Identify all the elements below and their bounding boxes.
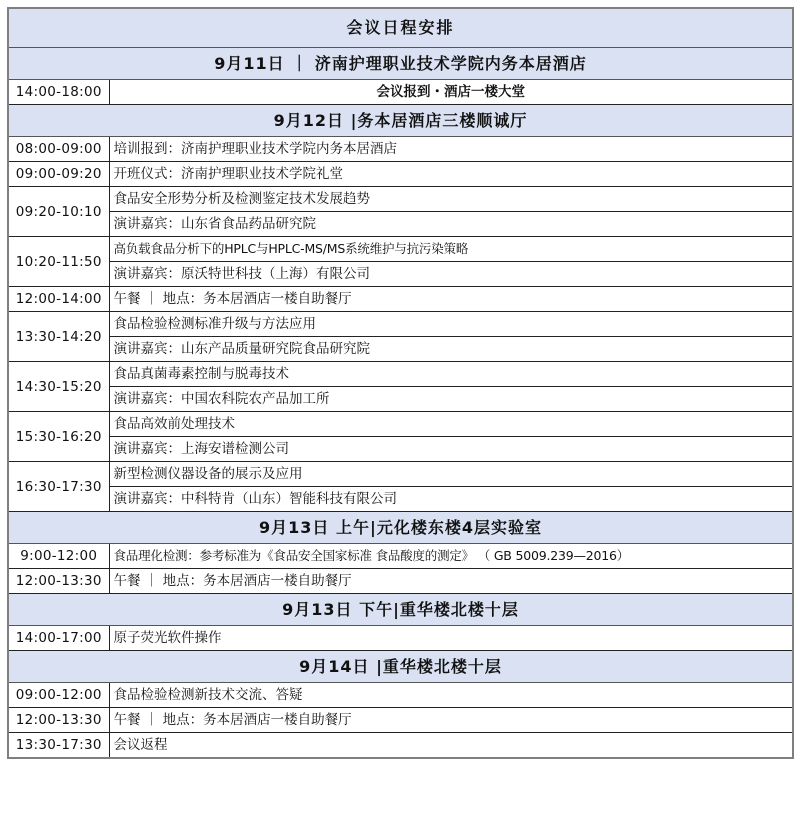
table-row xyxy=(8,337,793,362)
day-heading: 9月11日 ｜ 济南护理职业技术学院内务本居酒店 xyxy=(8,48,793,80)
day-heading: 9月13日 上午|元化楼东楼4层实验室 xyxy=(8,512,793,544)
activity-cell: 午餐 ｜ 地点：务本居酒店一楼自助餐厅 xyxy=(109,569,793,594)
table-row xyxy=(8,362,793,387)
speaker-cell: 演讲嘉宾：中科特肯（山东）智能科技有限公司 xyxy=(109,487,793,512)
time-cell: 09:00-12:00 xyxy=(8,683,109,708)
table-row xyxy=(8,162,793,187)
activity-cell: 午餐 ｜ 地点：务本居酒店一楼自助餐厅 xyxy=(109,708,793,733)
title-row xyxy=(8,8,793,48)
activity-cell: 原子荧光软件操作 xyxy=(109,626,793,651)
table-row xyxy=(8,412,793,437)
table-row xyxy=(8,708,793,733)
day-header-row xyxy=(8,651,793,683)
table-row xyxy=(8,544,793,569)
day-heading: 9月14日 |重华楼北楼十层 xyxy=(8,651,793,683)
time-cell: 9:00-12:00 xyxy=(8,544,109,569)
time-cell: 13:30-14:20 xyxy=(8,312,109,362)
speaker-cell: 演讲嘉宾：山东产品质量研究院食品研究院 xyxy=(109,337,793,362)
time-cell: 08:00-09:00 xyxy=(8,137,109,162)
table-row xyxy=(8,487,793,512)
speaker-cell: 演讲嘉宾：中国农科院农产品加工所 xyxy=(109,387,793,412)
time-cell: 14:00-17:00 xyxy=(8,626,109,651)
speaker-cell: 演讲嘉宾：山东省食品药品研究院 xyxy=(109,212,793,237)
topic-cell: 食品真菌毒素控制与脱毒技术 xyxy=(109,362,793,387)
activity-cell: 培训报到：济南护理职业技术学院内务本居酒店 xyxy=(109,137,793,162)
day-heading: 9月13日 下午|重华楼北楼十层 xyxy=(8,594,793,626)
table-row xyxy=(8,626,793,651)
time-cell: 12:00-14:00 xyxy=(8,287,109,312)
time-cell: 09:00-09:20 xyxy=(8,162,109,187)
day-header-row xyxy=(8,105,793,137)
day-header-row xyxy=(8,48,793,80)
time-cell: 14:00-18:00 xyxy=(8,80,109,105)
table-row xyxy=(8,137,793,162)
time-cell: 10:20-11:50 xyxy=(8,237,109,287)
activity-cell: 食品理化检测：参考标准为《食品安全国家标准 食品酸度的测定》 （ GB 5009.239—2016） xyxy=(109,544,793,569)
time-cell: 15:30-16:20 xyxy=(8,412,109,462)
activity-cell: 午餐 ｜ 地点：务本居酒店一楼自助餐厅 xyxy=(109,287,793,312)
topic-cell: 食品安全形势分析及检测鉴定技术发展趋势 xyxy=(109,187,793,212)
day-header-row xyxy=(8,512,793,544)
table-row xyxy=(8,462,793,487)
topic-cell: 食品高效前处理技术 xyxy=(109,412,793,437)
table-row xyxy=(8,212,793,237)
time-cell: 12:00-13:30 xyxy=(8,569,109,594)
table-row xyxy=(8,262,793,287)
speaker-cell: 演讲嘉宾：原沃特世科技（上海）有限公司 xyxy=(109,262,793,287)
table-row xyxy=(8,80,793,105)
time-cell: 16:30-17:30 xyxy=(8,462,109,512)
table-row xyxy=(8,569,793,594)
table-row xyxy=(8,187,793,212)
activity-cell: 开班仪式：济南护理职业技术学院礼堂 xyxy=(109,162,793,187)
day-heading: 9月12日 |务本居酒店三楼顺诚厅 xyxy=(8,105,793,137)
table-row xyxy=(8,733,793,759)
topic-cell: 新型检测仪器设备的展示及应用 xyxy=(109,462,793,487)
activity-cell: 会议返程 xyxy=(109,733,793,759)
time-cell: 12:00-13:30 xyxy=(8,708,109,733)
table-row xyxy=(8,683,793,708)
topic-cell: 食品检验检测标准升级与方法应用 xyxy=(109,312,793,337)
activity-cell: 会议报到・酒店一楼大堂 xyxy=(109,80,793,105)
time-cell: 14:30-15:20 xyxy=(8,362,109,412)
day-header-row xyxy=(8,594,793,626)
time-cell: 13:30-17:30 xyxy=(8,733,109,759)
page-title: 会议日程安排 xyxy=(8,8,793,48)
time-cell: 09:20-10:10 xyxy=(8,187,109,237)
topic-cell: 高负载食品分析下的HPLC与HPLC-MS/MS系统维护与抗污染策略 xyxy=(109,237,793,262)
schedule-table xyxy=(7,7,794,759)
table-row xyxy=(8,387,793,412)
table-row xyxy=(8,287,793,312)
speaker-cell: 演讲嘉宾：上海安谱检测公司 xyxy=(109,437,793,462)
table-row xyxy=(8,437,793,462)
table-row xyxy=(8,237,793,262)
activity-cell: 食品检验检测新技术交流、答疑 xyxy=(109,683,793,708)
table-row xyxy=(8,312,793,337)
